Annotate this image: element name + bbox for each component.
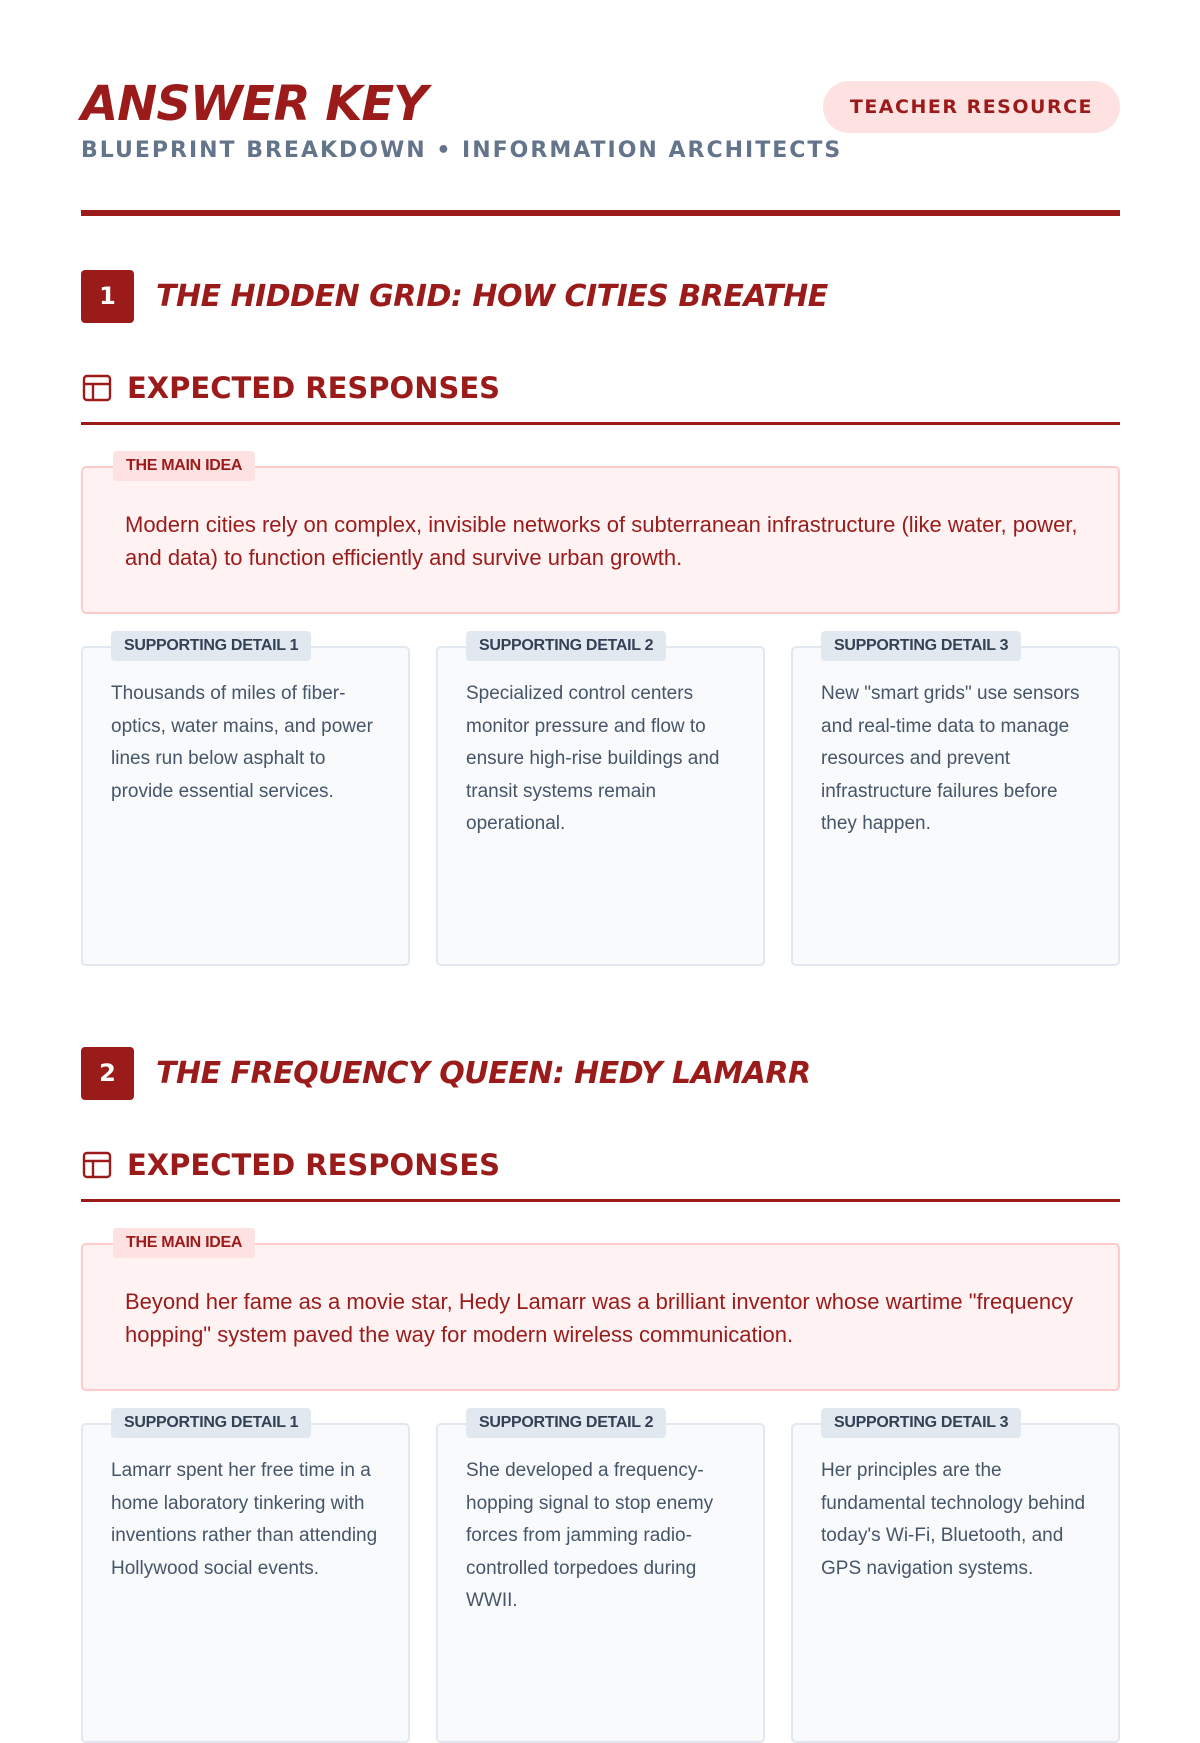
section-header [81,1047,1120,1100]
supporting-detail-label: SUPPORTING DETAIL 2 [466,1408,666,1438]
supporting-detail-text: She developed a frequency-hopping signal to stop enemy forces from jamming radio-controlled torpedoes during WWII. [466,1460,714,1611]
supporting-detail-label: SUPPORTING DETAIL 3 [821,631,1021,661]
expected-responses-label: EXPECTED RESPONSES [127,1148,501,1182]
section-title: THE HIDDEN GRID: HOW CITIES BREATHE [156,279,828,314]
supporting-detail-text: New "smart grids" use sensors and real-time data to manage resources and prevent infrastructure failures before they happen. [821,683,1080,834]
page-header [81,76,1120,163]
supporting-detail-label: SUPPORTING DETAIL 3 [821,1408,1021,1438]
supporting-detail-text: Specialized control centers monitor pressure and flow to ensure high-rise buildings and transit systems remain operational. [466,683,720,834]
main-idea-box [81,1234,1120,1391]
header-divider [81,210,1120,216]
supporting-detail-card [81,637,410,966]
main-idea-text: Beyond her fame as a movie star, Hedy Lamarr was a brilliant inventor whose wartime "frequency hopping" system paved the way for modern wireless communication. [125,1289,1074,1347]
supporting-detail-label: SUPPORTING DETAIL 2 [466,631,666,661]
supporting-detail-text: Thousands of miles of fiber-optics, water mains, and power lines run below asphalt to provide essential services. [111,683,373,802]
main-idea-label: THE MAIN IDEA [113,451,255,481]
section-number-badge: 2 [81,1047,134,1100]
expected-responses-heading [81,370,1120,406]
section-divider [81,422,1120,425]
section-2 [81,1047,1120,1611]
page-title: ANSWER KEY [81,76,428,132]
page-subtitle: BLUEPRINT BREAKDOWN • INFORMATION ARCHITECTS [81,138,843,163]
expected-responses-label: EXPECTED RESPONSES [127,371,501,405]
section-divider [81,1199,1120,1202]
supporting-detail-card [436,1414,765,1743]
layout-template-icon [81,1149,113,1181]
supporting-detail-label: SUPPORTING DETAIL 1 [111,1408,311,1438]
main-idea-text: Modern cities rely on complex, invisible networks of subterranean infrastructure (like water, power, and data) to function efficiently and survive urban growth. [125,512,1078,570]
section-number-badge: 1 [81,270,134,323]
layout-template-icon [81,372,113,404]
section-title: THE FREQUENCY QUEEN: HEDY LAMARR [156,1056,811,1091]
main-idea-box [81,457,1120,614]
expected-responses-heading [81,1147,1120,1183]
section-1 [81,270,1120,834]
supporting-detail-card [81,1414,410,1743]
section-header [81,270,1120,323]
supporting-detail-text: Lamarr spent her free time in a home laboratory tinkering with inventions rather than attending Hollywood social events. [111,1460,378,1579]
supporting-details [81,637,1120,966]
supporting-detail-card [436,637,765,966]
supporting-detail-card [791,1414,1120,1743]
main-idea-label: THE MAIN IDEA [113,1228,255,1258]
supporting-details [81,1414,1120,1743]
supporting-detail-text: Her principles are the fundamental technology behind today's Wi-Fi, Bluetooth, and GPS navigation systems. [821,1460,1086,1579]
teacher-resource-badge: TEACHER RESOURCE [823,81,1120,133]
supporting-detail-card [791,637,1120,966]
supporting-detail-label: SUPPORTING DETAIL 1 [111,631,311,661]
